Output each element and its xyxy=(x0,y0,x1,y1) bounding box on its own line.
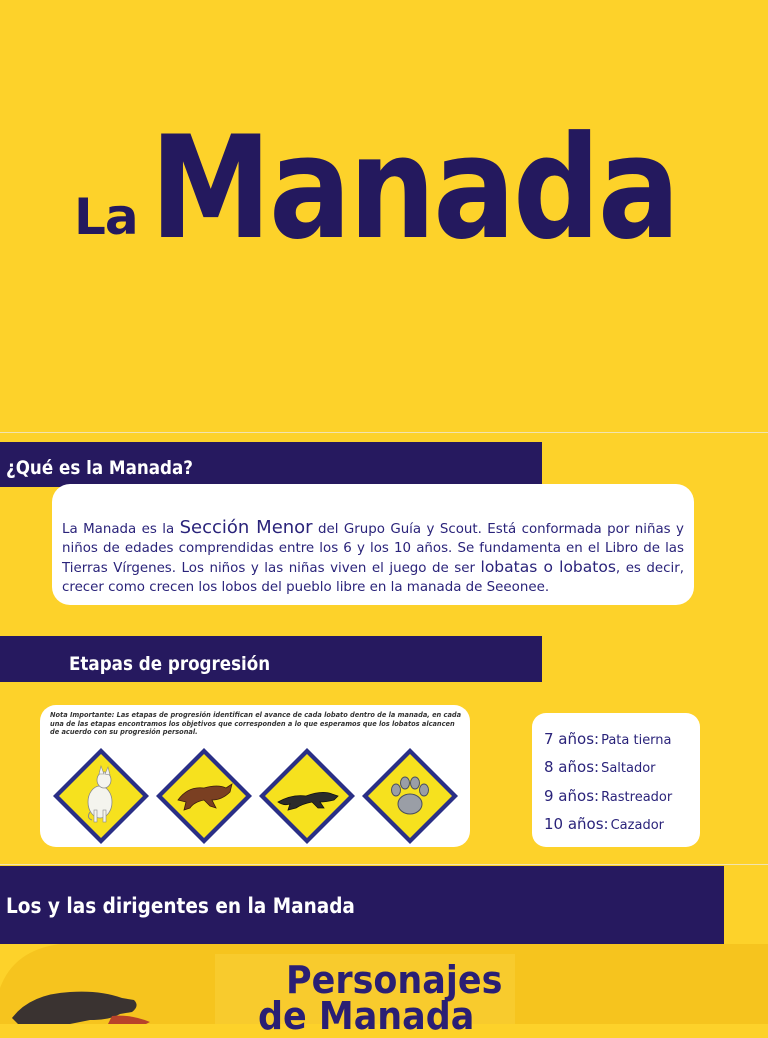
description-part: La Manada es la xyxy=(62,522,180,537)
description-text xyxy=(62,518,684,597)
section-header-label: Los y las dirigentes en la Manada xyxy=(6,894,355,918)
age-label: 9 años: xyxy=(544,787,600,805)
highlight-lobatos: lobatas o lobatos xyxy=(480,558,616,576)
stage-name: Cazador xyxy=(610,818,664,833)
title-la: La xyxy=(74,188,138,246)
tracking-wolf-icon xyxy=(259,748,355,844)
section-header-etapas xyxy=(0,636,542,682)
age-label: 10 años: xyxy=(544,815,609,833)
section-header-dirigentes xyxy=(0,866,724,944)
personajes-subtitle: de Manada xyxy=(258,994,475,1038)
age-row xyxy=(544,814,664,833)
stage-name: Pata tierna xyxy=(601,733,672,748)
description-part: , es decir, crecer como crecen los lobos del pueblo libre en la manada de Seeonee. xyxy=(62,561,685,595)
highlight-seccion-menor: Sección Menor xyxy=(179,517,313,538)
page-title: Manada xyxy=(150,106,678,271)
age-row xyxy=(544,786,672,805)
jumping-wolf-icon xyxy=(156,748,252,844)
sitting-wolf-icon xyxy=(53,748,149,844)
section-header-label: Etapas de progresión xyxy=(69,653,271,675)
stage-name: Rastreador xyxy=(601,790,673,805)
age-label: 8 años: xyxy=(544,758,600,776)
personajes-title: Personajes xyxy=(286,958,503,1002)
age-label: 7 años: xyxy=(544,730,600,748)
note-text: Las etapas de progresión identifican el avance de cada lobato dentro de la manada, en cada una de las etapas encontramos los objetivos que corresponden a lo que esperamos que los lobatos alcancen de acuerdo con su progresión personal. xyxy=(50,711,462,737)
stage-name: Saltador xyxy=(601,761,656,776)
divider xyxy=(0,864,768,865)
note-label: Nota Importante: xyxy=(50,711,115,719)
description-part: del Grupo Guía y Scout. Está conformada por niñas y niños de edades comprendidas entre los 6 y los 10 años. Se fundamenta en el Libro de las Tierras Vírgenes. Los niños y las niñas viven el juego de ser xyxy=(62,522,684,576)
important-note xyxy=(50,711,466,737)
section-header-que-es xyxy=(0,442,542,487)
paw-print-icon xyxy=(362,748,458,844)
age-row xyxy=(544,757,656,776)
stage-badges xyxy=(44,744,468,844)
age-row xyxy=(544,729,672,748)
section-header-label: ¿Qué es la Manada? xyxy=(6,457,193,479)
divider xyxy=(0,432,768,433)
